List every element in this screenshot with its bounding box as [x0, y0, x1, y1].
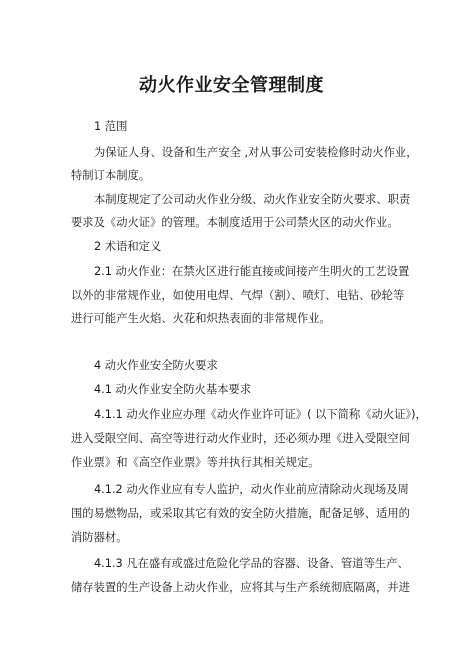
- paragraph-line: 以外的非常规作业，如使用电焊、气焊（割）、喷灯、电钻、砂轮等: [71, 289, 405, 302]
- paragraph-line: 围的易燃物品，或采取其它有效的安全防火措施，配备足够、适用的: [71, 507, 410, 520]
- heading-scope: 1 范围: [94, 120, 128, 133]
- paragraph-line: 为保证人身、设备和生产安全 ,对从事公司安装检修时动火作业，: [94, 146, 418, 159]
- paragraph-line: 4.1.1 动火作业应办理《动火作业许可证》( 以下简称《动火证》)，: [94, 408, 427, 421]
- paragraph-line: 作业票》和《高空作业票》等并执行其相关规定。: [71, 456, 320, 469]
- paragraph-line: 本制度规定了公司动火作业分级、动火作业安全防火要求、职责: [94, 193, 411, 206]
- paragraph-line: 特制订本制度。: [71, 169, 151, 182]
- paragraph-line: 2.1 动火作业：在禁火区进行能直接或间接产生明火的工艺设置: [94, 265, 410, 278]
- paragraph-line: 消防器材。: [71, 531, 128, 544]
- paragraph-line: 4.1.2 动火作业应有专人监护，动火作业前应清除动火现场及周: [94, 483, 409, 496]
- heading-fire-requirements: 4 动火作业安全防火要求: [94, 359, 218, 372]
- heading-terms: 2 术语和定义: [94, 240, 162, 253]
- paragraph-line: 进行可能产生火焰、火花和炽热表面的非常规作业。: [71, 312, 331, 325]
- document-title: 动火作业安全管理制度: [139, 75, 324, 96]
- paragraph-line: 要求及《动火证》的管理。本制度适用于公司禁火区的动火作业。: [71, 216, 399, 229]
- paragraph-line: 储存装置的生产设备上动火作业，应将其与生产系统彻底隔离，并进: [71, 581, 410, 594]
- paragraph-line: 4.1.3 凡在盛有或盛过危险化学品的容器、设备、管道等生产、: [94, 557, 409, 570]
- paragraph-line: 进入受限空间、高空等进行动火作业时，还必须办理《进入受限空间: [71, 432, 410, 445]
- heading-basic-requirements: 4.1 动火作业安全防火基本要求: [94, 383, 252, 396]
